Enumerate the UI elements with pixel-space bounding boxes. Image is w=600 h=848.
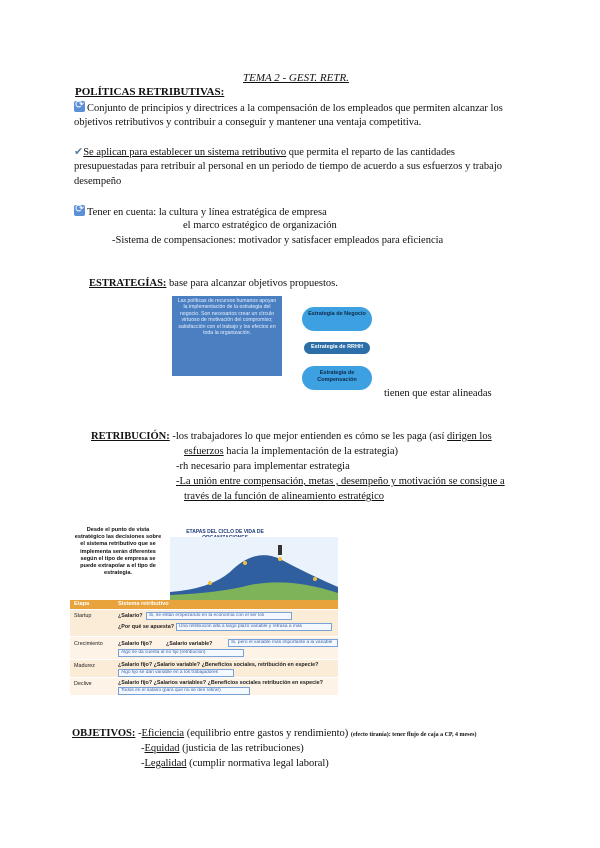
strategy-aligned-note: tienen que estar alineadas — [384, 388, 492, 399]
politicas-heading: POLÍTICAS RETRIBUTIVAS: — [75, 86, 225, 98]
politicas-p2-line1: ✔Se aplican para establecer un sistema retributivo que permita el reparto de las cantidades — [74, 145, 455, 158]
strategy-pill-business: Estrategia de Negocio — [302, 307, 372, 331]
lifecycle-table-header — [70, 600, 338, 609]
politicas-definition-line2: objetivos retributivos y contribuir a conseguir y mantener una ventaja competitiva. — [74, 117, 422, 128]
lifecycle-row-madurez: Madurez ¿Salario fijo? ¿Salario variable? ¿Beneficios sociales, retribución en especie? Algo fijo se dan variable en a los trabajadores — [70, 660, 338, 677]
strategy-pill-hr: Estrategia de RRHH — [304, 342, 370, 354]
estrategias-line: ESTRATEGÍAS: base para alcanzar objetivos propuestos. — [89, 278, 338, 289]
lifecycle-row-declive: Declive ¿Salario fijo? ¿Salarios variables? ¿Beneficios sociales retribución en especie? Todos en el salario (para que no se den retirar) — [70, 678, 338, 695]
politicas-p2-line3: desempeño — [74, 176, 122, 187]
page-title: TEMA 2 - GEST. RETR. — [243, 72, 349, 84]
objetivos-line3: -Legalidad (cumplir normativa legal laboral) — [141, 758, 329, 769]
strategy-diagram-text-box: Las políticas de recursos humanos apoyan la implementación de la estrategia del negocio. Son necesarios crear un círculo virtuoso de motivación del compromiso; satisfacción con el trabajo y los efectos en toda la organización. — [172, 296, 282, 376]
tener-line1: ⟳Tener en cuenta: la cultura y línea estratégica de empresa — [74, 205, 327, 218]
retribucion-line2: esfuerzos hacia la implementación de la estrategia) — [184, 446, 398, 457]
tener-line3: -Sistema de compensaciones: motivador y satisfacer empleados para eficiencia — [112, 235, 444, 246]
tener-line2: el marco estratégico de organización — [183, 220, 337, 231]
lifecycle-row-crecimiento: Crecimiento ¿Salario fijo? ¿Salario variable? Si, pero el variable más importante a la variable Algo se da cuenta al no fijo (retribución) — [70, 637, 338, 659]
retribucion-line3: -rh necesario para implementar estrategia — [176, 461, 350, 472]
lifecycle-row-startup: Startup ¿Salario? Si, se están empezando en la economía con el ser los ¿Por qué se apuesta? Una retribución alta a largo plazo variable y retrasa a más — [70, 610, 338, 636]
politicas-p2-line2: presupuestadas para retribuir al personal en un periodo de tiempo de acuerdo a sus esfuerzos y trabajo — [74, 161, 503, 172]
politicas-definition-line1: ⟳Conjunto de principios y directrices a la compensación de los empleados que permiten alcanzar los — [74, 101, 503, 114]
sync-icon — [74, 101, 85, 112]
retribucion-line4: -La unión entre compensación, metas , desempeño y motivación se consigue a — [176, 476, 505, 487]
checkmark-icon: ✔ — [74, 145, 84, 158]
objetivos-line2: -Equidad (justicia de las retribuciones) — [141, 743, 304, 754]
retribucion-line1: RETRIBUCIÓN: -los trabajadores lo que mejor entienden es cómo se les paga (así dirigen los — [91, 431, 492, 442]
lifecycle-chart-title: ETAPAS DEL CICLO DE VIDA DE — [186, 529, 264, 535]
objetivos-line1: OBJETIVOS: -Eficiencia (equilibrio entre gastos y rendimiento) (efecto tiranía): tener flujo de caja a CP, 4 meses) — [72, 728, 477, 739]
strategy-pill-compensation: Estrategia de Compensación — [302, 366, 372, 390]
lifecycle-intro-text: Desde el punto de vista estratégico las decisiones sobre el sistema retributivo que se implementa serán diferentes según el tipo de empresa se puede extrapolar a el tipo de estrategia. — [74, 527, 162, 577]
sync-icon — [74, 205, 85, 216]
lifecycle-panel — [70, 525, 338, 695]
retribucion-line5: través de la función de alineamiento estratégico — [184, 491, 384, 502]
header-stage: Etapa — [74, 601, 90, 607]
header-system: Sistema retributivo — [118, 601, 169, 607]
lifecycle-curve-illustration — [170, 537, 338, 600]
